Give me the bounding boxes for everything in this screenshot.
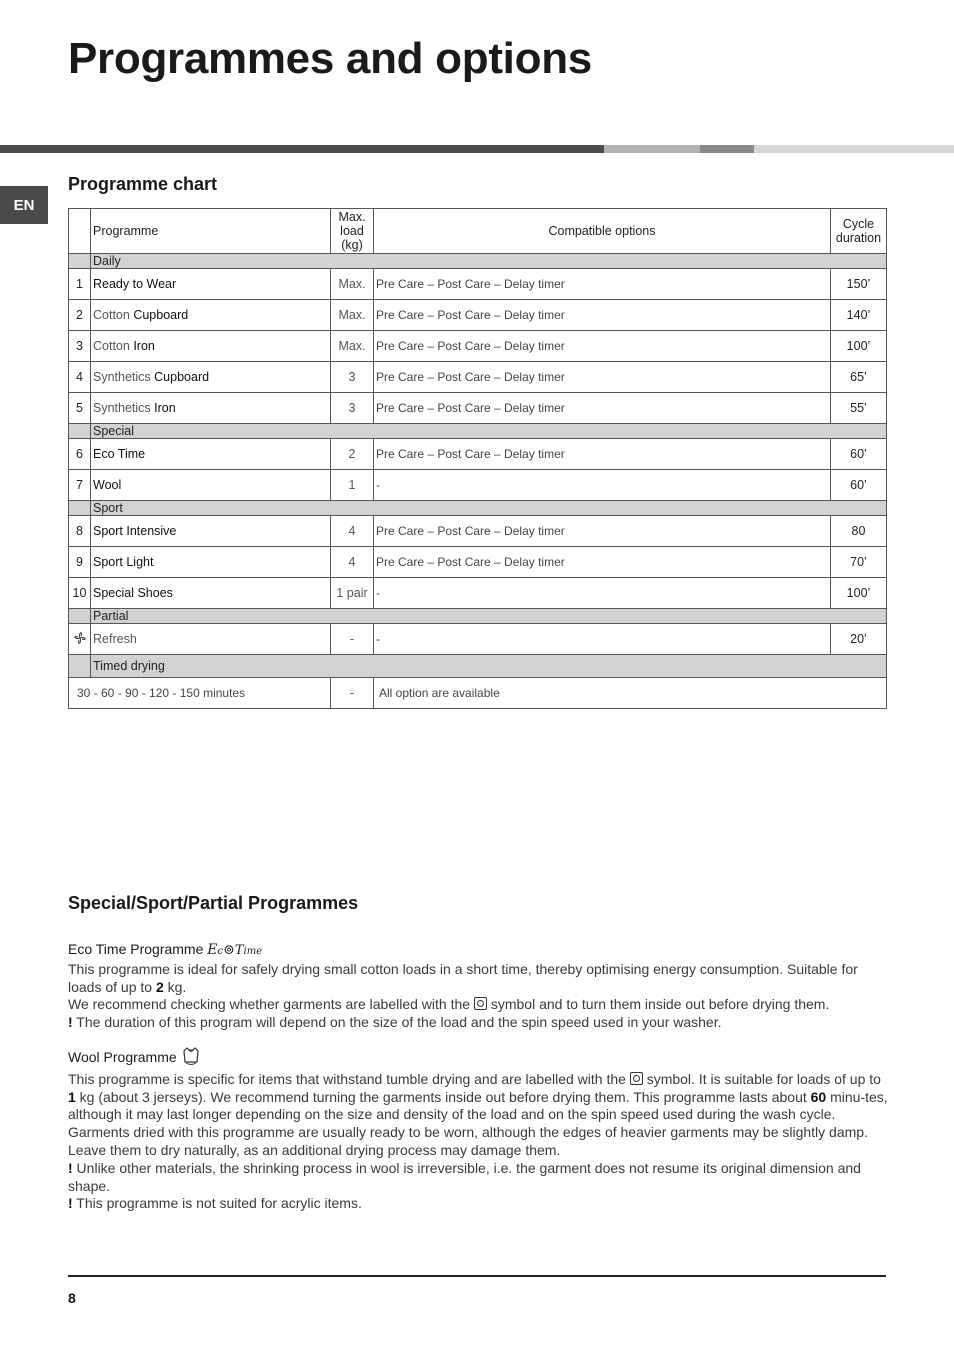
programme-number: 10	[69, 578, 91, 609]
max-load: 3	[331, 362, 374, 393]
compatible-options: -	[374, 470, 831, 501]
programme-number: 9	[69, 547, 91, 578]
programme-number: 5	[69, 393, 91, 424]
programme-name-cell	[91, 300, 331, 331]
page-number: 8	[68, 1290, 76, 1306]
compatible-options: Pre Care – Post Care – Delay timer	[374, 300, 831, 331]
programme-name-cell	[91, 624, 331, 655]
max-load: -	[331, 624, 374, 655]
eco-time-paragraph-1: This programme is ideal for safely drying small cotton loads in a short time, thereby optimising energy consumption. Suitable for loads of up to 2 kg.	[68, 960, 858, 995]
programme-name: Cupboard	[154, 370, 210, 384]
cycle-duration: 60’	[831, 470, 887, 501]
programme-name-cell	[91, 331, 331, 362]
tumble-dry-symbol-icon	[474, 997, 487, 1010]
max-load: Max.	[331, 331, 374, 362]
cycle-duration: 70’	[831, 547, 887, 578]
footer-rule	[68, 1275, 886, 1277]
compatible-options: Pre Care – Post Care – Delay timer	[374, 516, 831, 547]
ecotime-logo-icon: Ec⊚Time	[207, 942, 263, 958]
programme-name-cell	[91, 439, 331, 470]
group-label: Timed drying	[91, 655, 887, 678]
max-load: Max.	[331, 300, 374, 331]
header-programme: Programme	[91, 209, 331, 254]
header-rule-dark	[0, 145, 604, 153]
programme-name: Eco Time	[93, 447, 146, 461]
wool-garment-icon	[181, 1046, 201, 1071]
group-spacer	[69, 254, 91, 269]
header-rule-light	[604, 145, 700, 153]
max-load: Max.	[331, 269, 374, 300]
special-programmes-heading: Special/Sport/Partial Programmes	[68, 893, 359, 913]
table-row	[69, 439, 887, 470]
group-label: Sport	[91, 501, 887, 516]
compatible-options: Pre Care – Post Care – Delay timer	[374, 269, 831, 300]
timed-drying-row	[69, 678, 887, 709]
wool-section	[68, 1046, 888, 1213]
compatible-options: Pre Care – Post Care – Delay timer	[374, 331, 831, 362]
cycle-duration: 55’	[831, 393, 887, 424]
cycle-duration: 80	[831, 516, 887, 547]
timed-options: All option are available	[374, 678, 887, 709]
group-label: Daily	[91, 254, 887, 269]
compatible-options: -	[374, 624, 831, 655]
programme-number: 3	[69, 331, 91, 362]
programme-name-cell	[91, 362, 331, 393]
programme-fabric: Cotton	[93, 339, 130, 353]
table-row	[69, 624, 887, 655]
group-row	[69, 254, 887, 269]
table-row	[69, 516, 887, 547]
cycle-duration: 150’	[831, 269, 887, 300]
fan-icon	[72, 635, 88, 649]
compatible-options: Pre Care – Post Care – Delay timer	[374, 362, 831, 393]
programme-name-cell	[91, 578, 331, 609]
programme-name-cell	[91, 516, 331, 547]
max-load: 1 pair	[331, 578, 374, 609]
programme-number: 1	[69, 269, 91, 300]
compatible-options: Pre Care – Post Care – Delay timer	[374, 547, 831, 578]
cycle-duration: 60’	[831, 439, 887, 470]
table-row	[69, 269, 887, 300]
group-row	[69, 609, 887, 624]
programme-name: Special Shoes	[93, 586, 173, 600]
max-load: 3	[331, 393, 374, 424]
max-load: 2	[331, 439, 374, 470]
timed-programme: 30 - 60 - 90 - 120 - 150 minutes	[69, 678, 331, 709]
compatible-options: -	[374, 578, 831, 609]
programme-name-cell	[91, 470, 331, 501]
group-spacer	[69, 609, 91, 624]
max-load: 4	[331, 516, 374, 547]
wool-note-1: ! Unlike other materials, the shrinking process in wool is irreversible, i.e. the garment does not resume its original dimension and shape.	[68, 1159, 861, 1194]
programme-name-cell	[91, 393, 331, 424]
programme-name-cell	[91, 547, 331, 578]
max-load: 4	[331, 547, 374, 578]
header-options: Compatible options	[374, 209, 831, 254]
programme-number: 7	[69, 470, 91, 501]
eco-time-title: Eco Time Programme	[68, 941, 204, 957]
compatible-options: Pre Care – Post Care – Delay timer	[374, 393, 831, 424]
header-duration: Cycle duration	[831, 209, 887, 254]
programme-fabric: Cotton	[93, 308, 130, 322]
programme-number: 2	[69, 300, 91, 331]
table-row	[69, 331, 887, 362]
programme-name: Sport Light	[93, 555, 154, 569]
group-spacer	[69, 655, 91, 678]
group-label: Special	[91, 424, 887, 439]
eco-time-paragraph-2: We recommend checking whether garments are labelled with the symbol and to turn them inside out before drying them.	[68, 996, 830, 1013]
cycle-duration: 100’	[831, 331, 887, 362]
programme-number: 8	[69, 516, 91, 547]
group-label: Partial	[91, 609, 887, 624]
cycle-duration: 65’	[831, 362, 887, 393]
programme-name: Iron	[154, 401, 176, 415]
compatible-options: Pre Care – Post Care – Delay timer	[374, 439, 831, 470]
table-row	[69, 547, 887, 578]
page-title: Programmes and options	[68, 34, 592, 83]
timed-load: -	[331, 678, 374, 709]
wool-title-line	[68, 1046, 888, 1071]
table-row	[69, 393, 887, 424]
group-spacer	[69, 424, 91, 439]
programme-name-cell	[91, 269, 331, 300]
programme-chart-heading: Programme chart	[68, 174, 218, 194]
programme-name: Iron	[133, 339, 155, 353]
programme-chart-table	[68, 208, 887, 709]
programme-name: Cupboard	[133, 308, 189, 322]
header-num	[69, 209, 91, 254]
wool-note-2: ! This programme is not suited for acrylic items.	[68, 1195, 362, 1212]
programme-number: 4	[69, 362, 91, 393]
table-row	[69, 362, 887, 393]
header-rule-pale	[754, 145, 954, 153]
programme-fabric: Refresh	[93, 632, 137, 646]
tumble-dry-symbol-icon	[630, 1072, 643, 1085]
header-max-load: Max. load (kg)	[331, 209, 374, 254]
programme-fabric: Synthetics	[93, 401, 151, 415]
programme-number	[69, 624, 91, 655]
header-rule-mid	[700, 145, 754, 153]
table-row	[69, 300, 887, 331]
language-tab: EN	[0, 186, 48, 224]
table-row	[69, 578, 887, 609]
max-load: 1	[331, 470, 374, 501]
programme-number: 6	[69, 439, 91, 470]
eco-time-note: ! The duration of this program will depend on the size of the load and the spin speed used in your washer.	[68, 1014, 722, 1031]
programme-name: Wool	[93, 478, 122, 492]
programme-name: Sport Intensive	[93, 524, 177, 538]
group-row	[69, 424, 887, 439]
group-row	[69, 655, 887, 678]
programme-fabric: Synthetics	[93, 370, 151, 384]
wool-paragraph-1: This programme is specific for items that withstand tumble drying and are labelled with the symbol. It is suitable for loads of up to 1 kg (about 3 jerseys). We recommend turning the garments inside out before drying them. This programme lasts about 60 minu-tes, although it may last longer depending on the size and density of the load and on the spin speed used during the wash cycle. Garments dried with this programme are usually ready to be worn, although the edges of heavier garments may be slightly damp. Leave them to dry naturally, as an additional drying process may damage them.	[68, 1070, 888, 1158]
table-body	[69, 254, 887, 709]
table-row	[69, 470, 887, 501]
eco-time-title-line	[68, 941, 888, 961]
cycle-duration: 20’	[831, 624, 887, 655]
eco-time-section	[68, 941, 888, 1032]
wool-title: Wool Programme	[68, 1049, 177, 1066]
cycle-duration: 100’	[831, 578, 887, 609]
table-header-row	[69, 209, 887, 254]
group-row	[69, 501, 887, 516]
cycle-duration: 140’	[831, 300, 887, 331]
programme-name: Ready to Wear	[93, 277, 177, 291]
group-spacer	[69, 501, 91, 516]
